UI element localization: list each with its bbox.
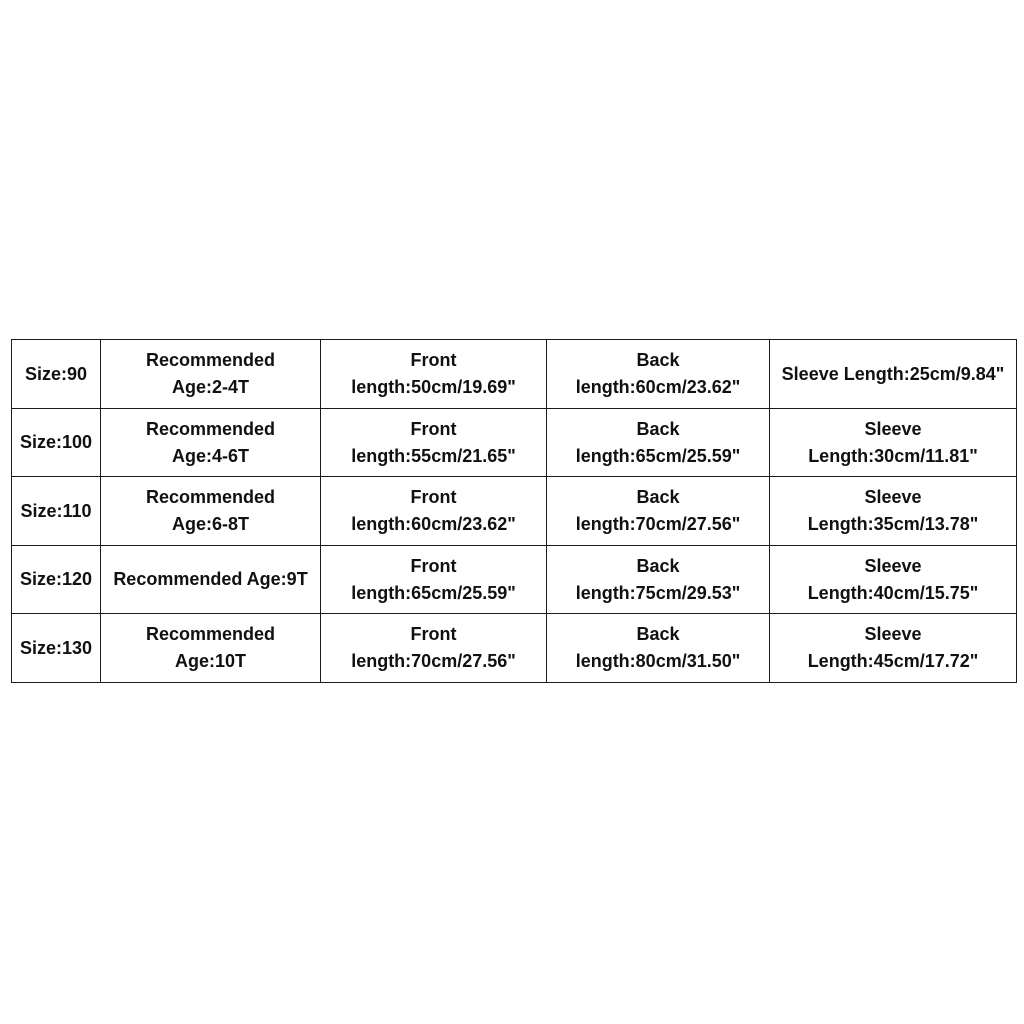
sleeve-length-cell: Sleeve Length:30cm/11.81" xyxy=(770,409,1017,477)
size-cell: Size:100 xyxy=(12,409,101,477)
size-cell: Size:90 xyxy=(12,340,101,409)
sleeve-length-cell: Sleeve Length:25cm/9.84" xyxy=(770,340,1017,409)
recommended-age-cell: Recommended Age:4-6T xyxy=(101,409,321,477)
recommended-age-cell: Recommended Age:10T xyxy=(101,614,321,683)
front-length-cell: Front length:55cm/21.65" xyxy=(321,409,547,477)
recommended-age-cell: Recommended Age:9T xyxy=(101,546,321,614)
back-length-cell: Back length:80cm/31.50" xyxy=(547,614,770,683)
sleeve-length-cell: Sleeve Length:45cm/17.72" xyxy=(770,614,1017,683)
table-row xyxy=(12,614,1017,683)
recommended-age-cell: Recommended Age:6-8T xyxy=(101,477,321,546)
recommended-age-cell: Recommended Age:2-4T xyxy=(101,340,321,409)
back-length-cell: Back length:70cm/27.56" xyxy=(547,477,770,546)
back-length-cell: Back length:65cm/25.59" xyxy=(547,409,770,477)
front-length-cell: Front length:70cm/27.56" xyxy=(321,614,547,683)
back-length-cell: Back length:75cm/29.53" xyxy=(547,546,770,614)
front-length-cell: Front length:50cm/19.69" xyxy=(321,340,547,409)
sleeve-length-cell: Sleeve Length:40cm/15.75" xyxy=(770,546,1017,614)
back-length-cell: Back length:60cm/23.62" xyxy=(547,340,770,409)
size-cell: Size:120 xyxy=(12,546,101,614)
front-length-cell: Front length:60cm/23.62" xyxy=(321,477,547,546)
sleeve-length-cell: Sleeve Length:35cm/13.78" xyxy=(770,477,1017,546)
size-chart-table xyxy=(11,339,1017,683)
table-row xyxy=(12,340,1017,409)
size-cell: Size:110 xyxy=(12,477,101,546)
table-row xyxy=(12,409,1017,477)
table-row xyxy=(12,477,1017,546)
table-row xyxy=(12,546,1017,614)
front-length-cell: Front length:65cm/25.59" xyxy=(321,546,547,614)
size-cell: Size:130 xyxy=(12,614,101,683)
